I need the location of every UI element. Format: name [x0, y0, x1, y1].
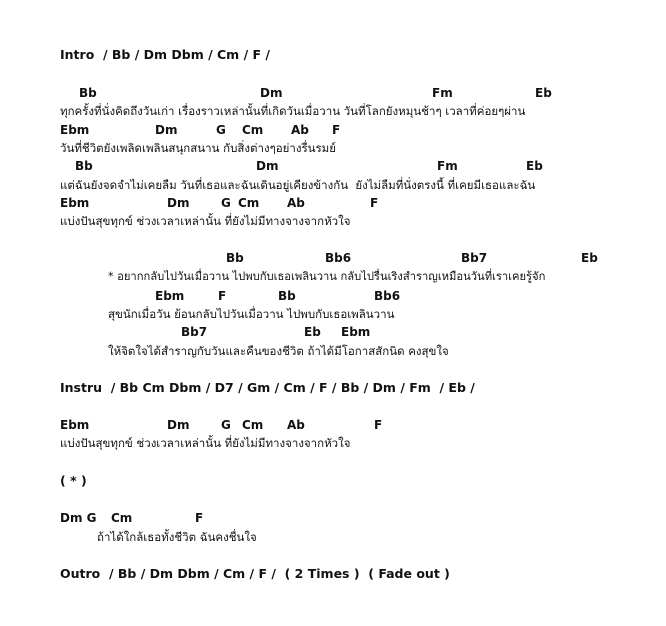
chord: Cm [238, 196, 260, 210]
chord: F [370, 196, 379, 210]
chord: Bb [79, 86, 97, 100]
chord: Cm [242, 123, 264, 137]
repeat-marker: ( * ) [60, 473, 87, 488]
lyric-line: * อยากกลับไปวันเมื่อวาน ไปพบกับเธอเพลินวาน กลับไปรื่นเริงสำราญเหมือนวันที่เราเคยรู้จัก [108, 270, 546, 283]
lyric-line: สุขนักเมื่อวัน ย้อนกลับไปวันเมื่อวาน ไปพบกับเธอเพลินวาน [108, 307, 395, 321]
chord: Bb6 [374, 289, 401, 303]
lyric-line: ให้จิตใจได้สำราญกับวันและคืนของชีวิต ถ้าได้มีโอกาสสักนิด คงสุขใจ [108, 344, 449, 358]
chord: Ebm [60, 196, 90, 210]
chord: Bb [75, 159, 93, 173]
lyric-line: แต่ฉันยังจดจำไม่เคยลืม วันที่เธอและฉันเดินอยู่เคียงข้างกัน ยังไม่ลืมที่นั่งตรงนี้ ที่เคยมีเธอและฉัน [60, 178, 536, 192]
chord: Cm [111, 511, 133, 525]
chord: F [218, 289, 227, 303]
chord: F [374, 418, 383, 432]
chord: Eb [304, 325, 321, 339]
chord: Dm [260, 86, 283, 100]
chord: Bb6 [325, 251, 352, 265]
chord: F [195, 511, 204, 525]
chord: Dm G [60, 511, 97, 525]
intro-line: Intro / Bb / Dm Dbm / Cm / F / [60, 47, 270, 62]
chord: Bb [226, 251, 244, 265]
chord: Ebm [60, 418, 90, 432]
chord: Ebm [155, 289, 185, 303]
chord: Fm [437, 159, 458, 173]
lyric-line: วันที่ชีวิตยังเพลิดเพลินสนุกสนาน กับสิ่งต่างๆอย่างรื่นรมย์ [60, 141, 336, 155]
chord: Dm [256, 159, 279, 173]
chord: Eb [581, 251, 598, 265]
chord: Eb [535, 86, 552, 100]
chord: Dm [155, 123, 178, 137]
chord: Ebm [341, 325, 371, 339]
lyric-line: แบ่งปันสุขทุกข์ ช่วงเวลาเหล่านั้น ที่ยังไม่มีทางจางจากหัวใจ [60, 214, 351, 228]
chord: Ebm [60, 123, 90, 137]
chord: Bb7 [181, 325, 208, 339]
chord: G [221, 418, 231, 432]
instru-line: Instru / Bb Cm Dbm / D7 / Gm / Cm / F / Bb / Dm / Fm / Eb / [60, 380, 475, 395]
chord: Bb7 [461, 251, 488, 265]
lyric-line: ทุกครั้งที่นั่งคิดถึงวันเก่า เรื่องราวเหล่านั้นที่เกิดวันเมื่อวาน วันที่โลกยังหมุนช้าๆ เวลาที่ค่อยๆผ่าน [60, 104, 526, 118]
chord: Ab [287, 418, 305, 432]
outro-line: Outro / Bb / Dm Dbm / Cm / F / ( 2 Times ) ( Fade out ) [60, 566, 450, 581]
chord: G [216, 123, 226, 137]
chord: Ab [291, 123, 309, 137]
chord: Dm [167, 196, 190, 210]
chord: F [332, 123, 341, 137]
chord: Fm [432, 86, 453, 100]
lyric-line: ถ้าได้ใกล้เธอทั้งชีวิต ฉันคงชื่นใจ [97, 530, 257, 544]
chord: G [221, 196, 231, 210]
chord: Dm [167, 418, 190, 432]
lyric-line: แบ่งปันสุขทุกข์ ช่วงเวลาเหล่านั้น ที่ยังไม่มีทางจางจากหัวใจ [60, 436, 351, 450]
chord: Ab [287, 196, 305, 210]
chord: Eb [526, 159, 543, 173]
chord: Bb [278, 289, 296, 303]
chord: Cm [242, 418, 264, 432]
